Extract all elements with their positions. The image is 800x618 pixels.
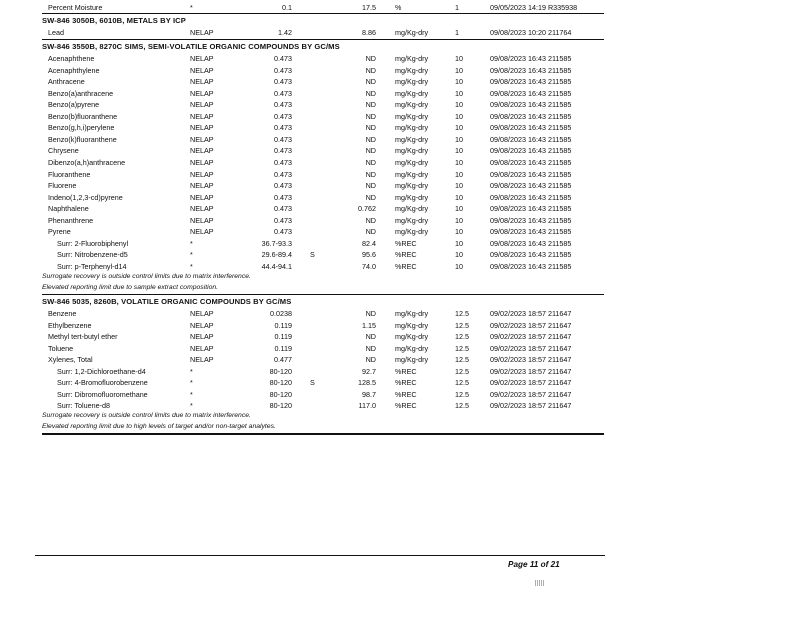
analyte-name: Benzo(g,h,i)perylene [48, 123, 115, 133]
dilution: 10 [455, 157, 463, 167]
footnote: Elevated reporting limit due to high levels of target and/or non-target analytes. [42, 422, 276, 430]
unit: mg/Kg-dry [395, 100, 429, 110]
unit: mg/Kg-dry [395, 28, 429, 37]
result-value: ND [365, 169, 376, 179]
unit: mg/Kg-dry [395, 192, 429, 202]
analysis-date: 09/08/2023 16:43 211585 [490, 134, 572, 144]
unit: mg/Kg-dry [395, 65, 429, 75]
analysis-date: 09/02/2023 18:57 211647 [490, 320, 572, 330]
unit: mg/Kg-dry [395, 320, 429, 330]
analyte-name: Percent Moisture [48, 3, 103, 12]
certification: * [190, 389, 193, 399]
table-row [0, 203, 800, 214]
table-row-percent-moisture [0, 2, 800, 13]
analyte-name: Surr: 1,2-Dichloroethane-d4 [57, 366, 146, 376]
analyte-name: Dibenzo(a,h)anthracene [48, 157, 126, 167]
reporting-limit: 0.0238 [270, 309, 292, 318]
analyte-name: Fluoranthene [48, 169, 91, 179]
table-row [0, 366, 800, 377]
unit: %REC [395, 389, 417, 399]
analyte-name: Surr: 2-Fluorobiphenyl [57, 238, 129, 248]
dilution: 12.5 [455, 343, 469, 353]
analysis-date: 09/08/2023 16:43 211585 [490, 146, 572, 156]
unit: mg/Kg-dry [395, 169, 429, 179]
analysis-date: 09/08/2023 16:43 211585 [490, 65, 572, 75]
analyte-name: Surr: p-Terphenyl-d14 [57, 261, 127, 271]
result-value: ND [365, 192, 376, 202]
certification: * [190, 3, 193, 12]
divider [42, 294, 604, 295]
result-value: 17.5 [362, 3, 376, 12]
reporting-limit: 0.477 [274, 355, 292, 364]
dilution: 10 [455, 54, 463, 63]
certification: NELAP [190, 77, 214, 87]
dilution: 10 [455, 181, 463, 191]
result-value: 8.86 [362, 28, 376, 37]
certification: NELAP [190, 320, 214, 330]
analyte-name: Chrysene [48, 146, 79, 156]
unit: mg/Kg-dry [395, 123, 429, 133]
analyte-name: Xylenes, Total [48, 355, 93, 364]
dilution: 12.5 [455, 332, 469, 341]
reporting-limit: 0.473 [274, 227, 292, 237]
analysis-date: 09/08/2023 16:43 211585 [490, 261, 572, 271]
reporting-limit: 0.473 [274, 100, 292, 110]
certification: NELAP [190, 181, 214, 191]
dilution: 10 [455, 88, 463, 98]
unit: mg/Kg-dry [395, 355, 429, 364]
analyte-name: Methyl tert-butyl ether [48, 332, 118, 341]
table-row [0, 354, 800, 365]
table-row [0, 192, 800, 203]
dilution: 10 [455, 169, 463, 179]
reporting-limit: 0.473 [274, 146, 292, 156]
table-row [0, 343, 800, 354]
footnote: Elevated reporting limit due to sample extract composition. [42, 283, 219, 291]
analysis-date: 09/08/2023 16:43 211585 [490, 54, 572, 63]
certification: NELAP [190, 215, 214, 225]
reporting-limit: 0.473 [274, 204, 292, 214]
unit: mg/Kg-dry [395, 88, 429, 98]
result-value: 92.7 [362, 366, 376, 376]
certification: NELAP [190, 204, 214, 214]
reporting-limit: 0.119 [274, 343, 292, 353]
footnote: Surrogate recovery is outside control limits due to matrix interference. [42, 273, 251, 280]
result-value: ND [365, 123, 376, 133]
table-row [0, 157, 800, 168]
dilution: 12.5 [455, 309, 469, 318]
certification: NELAP [190, 100, 214, 110]
certification: * [190, 261, 193, 271]
unit: mg/Kg-dry [395, 332, 429, 341]
certification: NELAP [190, 88, 214, 98]
dilution: 12.5 [455, 401, 469, 410]
certification: * [190, 366, 193, 376]
table-row [0, 238, 800, 249]
analyte-name: Benzo(a)pyrene [48, 100, 100, 110]
reporting-limit: 80-120 [269, 401, 292, 410]
analyte-name: Surr: 4-Bromofluorobenzene [57, 378, 148, 387]
reporting-limit: 36.7-93.3 [261, 238, 292, 248]
analysis-date: 09/08/2023 16:43 211585 [490, 123, 572, 133]
dilution: 10 [455, 250, 463, 260]
certification: * [190, 401, 193, 410]
certification: NELAP [190, 54, 214, 63]
analyte-name: Acenaphthylene [48, 65, 100, 75]
result-value: ND [365, 227, 376, 237]
reporting-limit: 0.473 [274, 88, 292, 98]
table-row [0, 320, 800, 331]
analysis-date: 09/05/2023 14:19 R335938 [490, 3, 578, 12]
analyte-name: Benzene [48, 309, 77, 318]
dilution: 10 [455, 146, 463, 156]
certification: NELAP [190, 28, 214, 37]
certification: NELAP [190, 332, 214, 341]
reporting-limit: 0.473 [274, 134, 292, 144]
reporting-limit: 0.119 [274, 332, 292, 341]
page-number: Page 11 of 21 [508, 560, 560, 569]
unit: mg/Kg-dry [395, 146, 429, 156]
unit: mg/Kg-dry [395, 215, 429, 225]
reporting-limit: 44.4-94.1 [261, 261, 292, 271]
unit: mg/Kg-dry [395, 77, 429, 87]
table-row [0, 169, 800, 180]
table-row [0, 134, 800, 145]
analysis-date: 09/02/2023 18:57 211647 [490, 366, 572, 376]
result-value: ND [365, 157, 376, 167]
reporting-limit: 80-120 [269, 378, 292, 387]
table-row [0, 400, 800, 411]
analysis-date: 09/02/2023 18:57 211647 [490, 401, 572, 410]
dilution: 12.5 [455, 389, 469, 399]
dilution: 10 [455, 227, 463, 237]
unit: mg/Kg-dry [395, 309, 429, 318]
result-value: 117.0 [358, 401, 376, 410]
result-value: ND [365, 146, 376, 156]
certification: NELAP [190, 192, 214, 202]
result-value: ND [365, 309, 376, 318]
dilution: 10 [455, 215, 463, 225]
dilution: 12.5 [455, 366, 469, 376]
dilution: 10 [455, 77, 463, 87]
reporting-limit: 0.473 [274, 169, 292, 179]
result-value: ND [365, 88, 376, 98]
dilution: 1 [455, 28, 459, 37]
unit: mg/Kg-dry [395, 204, 429, 214]
table-row [0, 377, 800, 388]
analyte-name: Benzo(b)fluoranthene [48, 111, 118, 121]
dilution: 10 [455, 192, 463, 202]
result-value: ND [365, 77, 376, 87]
table-row [0, 145, 800, 156]
analysis-date: 09/08/2023 16:43 211585 [490, 250, 572, 260]
dilution: 10 [455, 238, 463, 248]
divider [42, 39, 604, 40]
result-value: ND [365, 355, 376, 364]
certification: * [190, 250, 193, 260]
analysis-date: 09/08/2023 16:43 211585 [490, 111, 572, 121]
analyte-name: Naphthalene [48, 204, 89, 214]
section-header-svoc: SW-846 3550B, 8270C SIMS, SEMI-VOLATILE ORGANIC COMPOUNDS BY GC/MS [42, 42, 340, 51]
unit: %REC [395, 261, 417, 271]
analysis-date: 09/08/2023 16:43 211585 [490, 192, 572, 202]
analyte-name: Acenaphthene [48, 54, 95, 63]
reporting-limit: 0.473 [274, 65, 292, 75]
analyte-name: Benzo(a)anthracene [48, 88, 114, 98]
unit: mg/Kg-dry [395, 134, 429, 144]
unit: mg/Kg-dry [395, 157, 429, 167]
analysis-date: 09/08/2023 16:43 211585 [490, 204, 572, 214]
result-value: ND [365, 215, 376, 225]
analyte-name: Pyrene [48, 227, 71, 237]
scan-mark-icon [535, 580, 545, 586]
analysis-date: 09/02/2023 18:57 211647 [490, 343, 572, 353]
analysis-date: 09/08/2023 16:43 211585 [490, 238, 572, 248]
certification: * [190, 238, 193, 248]
table-row [0, 111, 800, 122]
unit: %REC [395, 401, 417, 410]
table-row [0, 308, 800, 319]
analysis-date: 09/08/2023 16:43 211585 [490, 100, 572, 110]
analysis-date: 09/08/2023 10:20 211764 [490, 28, 572, 37]
analyte-name: Surr: Toluene-d8 [57, 401, 111, 410]
certification: NELAP [190, 157, 214, 167]
table-row [0, 226, 800, 237]
table-row [0, 27, 800, 38]
reporting-limit: 0.473 [274, 181, 292, 191]
analyte-name: Fluorene [48, 181, 77, 191]
analyte-name: Surr: Nitrobenzene-d5 [57, 250, 128, 260]
certification: NELAP [190, 309, 214, 318]
unit: mg/Kg-dry [395, 227, 429, 237]
certification: NELAP [190, 111, 214, 121]
table-row [0, 331, 800, 342]
certification: NELAP [190, 227, 214, 237]
result-value: ND [365, 100, 376, 110]
unit: mg/Kg-dry [395, 111, 429, 121]
result-value: 98.7 [362, 389, 376, 399]
unit: %REC [395, 250, 417, 260]
certification: * [190, 378, 193, 387]
analyte-name: Surr: Dibromofluoromethane [57, 389, 148, 399]
analysis-date: 09/02/2023 18:57 211647 [490, 389, 572, 399]
certification: NELAP [190, 169, 214, 179]
table-row [0, 76, 800, 87]
result-value: 0.762 [358, 204, 376, 214]
qualifier: S [310, 378, 315, 387]
dilution: 10 [455, 65, 463, 75]
analyte-name: Ethylbenzene [48, 320, 92, 330]
analysis-date: 09/02/2023 18:57 211647 [490, 332, 572, 341]
section-end-rule [42, 433, 604, 435]
qualifier: S [310, 250, 315, 260]
result-value: 74.0 [362, 261, 376, 271]
reporting-limit: 1.42 [278, 28, 292, 37]
table-row [0, 88, 800, 99]
certification: NELAP [190, 65, 214, 75]
unit: %REC [395, 378, 417, 387]
certification: NELAP [190, 343, 214, 353]
reporting-limit: 80-120 [269, 389, 292, 399]
certification: NELAP [190, 134, 214, 144]
reporting-limit: 0.119 [274, 320, 292, 330]
analysis-date: 09/02/2023 18:57 211647 [490, 355, 572, 364]
reporting-limit: 0.473 [274, 111, 292, 121]
unit: mg/Kg-dry [395, 181, 429, 191]
footer-rule [35, 555, 605, 556]
table-row [0, 249, 800, 260]
dilution: 12.5 [455, 378, 469, 387]
analysis-date: 09/02/2023 18:57 211647 [490, 309, 572, 318]
result-value: ND [365, 54, 376, 63]
result-value: ND [365, 332, 376, 341]
result-value: 1.15 [362, 320, 376, 330]
unit: % [395, 3, 402, 12]
analyte-name: Lead [48, 28, 64, 37]
reporting-limit: 29.6-89.4 [261, 250, 292, 260]
dilution: 10 [455, 204, 463, 214]
result-value: ND [365, 343, 376, 353]
dilution: 1 [455, 3, 459, 12]
table-row [0, 65, 800, 76]
reporting-limit: 0.473 [274, 192, 292, 202]
analysis-date: 09/08/2023 16:43 211585 [490, 157, 572, 167]
certification: NELAP [190, 123, 214, 133]
footnote: Surrogate recovery is outside control limits due to matrix interference. [42, 412, 251, 419]
unit: %REC [395, 366, 417, 376]
analyte-name: Anthracene [48, 77, 85, 87]
dilution: 10 [455, 261, 463, 271]
result-value: 82.4 [362, 238, 376, 248]
analysis-date: 09/02/2023 18:57 211647 [490, 378, 572, 387]
reporting-limit: 0.473 [274, 77, 292, 87]
dilution: 10 [455, 111, 463, 121]
analysis-date: 09/08/2023 16:43 211585 [490, 215, 572, 225]
dilution: 12.5 [455, 320, 469, 330]
reporting-limit: 0.1 [282, 3, 292, 12]
reporting-limit: 0.473 [274, 123, 292, 133]
dilution: 10 [455, 134, 463, 144]
certification: NELAP [190, 146, 214, 156]
reporting-limit: 0.473 [274, 215, 292, 225]
reporting-limit: 80-120 [269, 366, 292, 376]
dilution: 12.5 [455, 355, 469, 364]
table-row [0, 389, 800, 400]
reporting-limit: 0.473 [274, 157, 292, 167]
dilution: 10 [455, 100, 463, 110]
table-row [0, 99, 800, 110]
analysis-date: 09/08/2023 16:43 211585 [490, 88, 572, 98]
result-value: 95.6 [362, 250, 376, 260]
analysis-date: 09/08/2023 16:43 211585 [490, 181, 572, 191]
analysis-date: 09/08/2023 16:43 211585 [490, 169, 572, 179]
result-value: ND [365, 181, 376, 191]
table-row [0, 53, 800, 64]
table-row [0, 261, 800, 272]
analyte-name: Phenanthrene [48, 215, 94, 225]
table-row [0, 122, 800, 133]
reporting-limit: 0.473 [274, 54, 292, 63]
analysis-date: 09/08/2023 16:43 211585 [490, 77, 572, 87]
result-value: 128.5 [358, 378, 376, 387]
result-value: ND [365, 65, 376, 75]
table-row [0, 180, 800, 191]
result-value: ND [365, 111, 376, 121]
section-header-voc: SW-846 5035, 8260B, VOLATILE ORGANIC COMPOUNDS BY GC/MS [42, 297, 292, 306]
result-value: ND [365, 134, 376, 144]
certification: NELAP [190, 355, 214, 364]
analyte-name: Indeno(1,2,3-cd)pyrene [48, 192, 123, 202]
analyte-name: Toluene [48, 343, 74, 353]
section-header-metals: SW-846 3050B, 6010B, METALS BY ICP [42, 16, 186, 25]
divider [42, 13, 604, 14]
unit: mg/Kg-dry [395, 343, 429, 353]
unit: mg/Kg-dry [395, 54, 429, 63]
unit: %REC [395, 238, 417, 248]
analyte-name: Benzo(k)fluoranthene [48, 134, 117, 144]
table-row [0, 215, 800, 226]
analysis-date: 09/08/2023 16:43 211585 [490, 227, 572, 237]
dilution: 10 [455, 123, 463, 133]
